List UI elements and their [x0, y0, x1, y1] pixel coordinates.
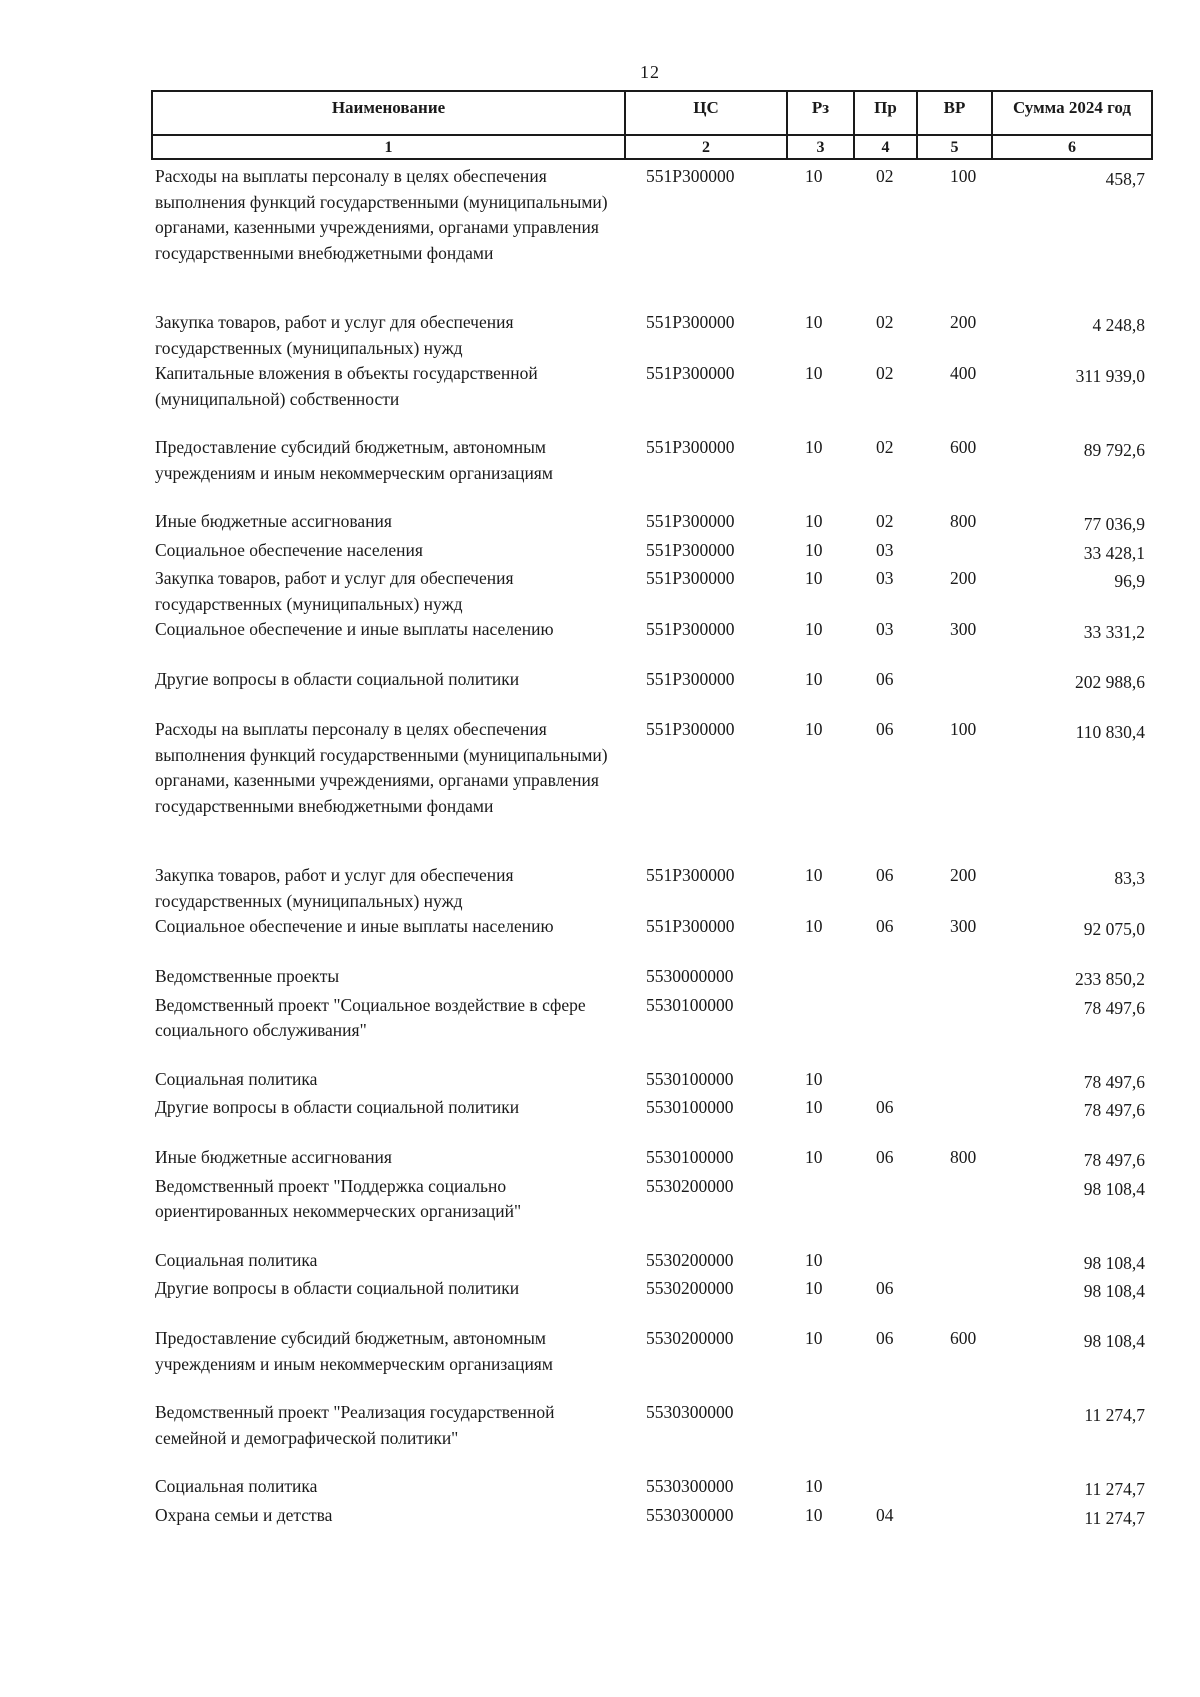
- cell-sum: 78 497,6: [1083, 1100, 1145, 1120]
- cell-cs: 551P300000: [646, 312, 735, 332]
- cell-pr: 06: [876, 1147, 894, 1167]
- cell-pr: [853, 1248, 916, 1277]
- cell-pr: 03: [876, 619, 894, 639]
- cell-rz: 10: [805, 437, 823, 457]
- cell-pr: 03: [876, 539, 894, 560]
- cell-vr: [916, 1174, 991, 1248]
- cell-rz: 10: [805, 1068, 823, 1089]
- cell-pr: 02: [876, 312, 894, 332]
- cell-rz: 10: [805, 539, 823, 560]
- table-row: [151, 361, 1151, 435]
- cell-cs: 551P300000: [646, 619, 735, 639]
- cell-rz: [786, 993, 853, 1067]
- page-number: 12: [640, 62, 660, 82]
- cell-rz: 10: [805, 1097, 823, 1117]
- table-row: [151, 1326, 1151, 1400]
- table-row: [151, 1067, 1151, 1096]
- cell-name: Закупка товаров, работ и услуг для обеспечения государственных (муниципальных) нужд: [155, 865, 514, 911]
- cell-cs: 551P300000: [646, 719, 735, 739]
- cell-pr: [853, 964, 916, 993]
- cell-sum: 98 108,4: [1083, 1252, 1145, 1273]
- cell-sum: 11 274,7: [1084, 1405, 1145, 1425]
- cell-pr: 02: [876, 363, 894, 383]
- header-num-6: 6: [992, 135, 1152, 159]
- cell-sum: 78 497,6: [1083, 1071, 1145, 1092]
- cell-vr: 800: [950, 511, 977, 531]
- table-row: [151, 1095, 1151, 1145]
- cell-sum: 89 792,6: [1083, 440, 1145, 460]
- cell-cs: 551P300000: [646, 669, 735, 689]
- cell-cs: 5530200000: [646, 1328, 734, 1348]
- cell-rz: 10: [805, 1328, 823, 1348]
- table-row: [151, 863, 1151, 914]
- cell-sum: 83,3: [1114, 868, 1145, 888]
- cell-name: Социальное обеспечение населения: [155, 539, 423, 560]
- header-num-3: 3: [787, 135, 854, 159]
- cell-name: Закупка товаров, работ и услуг для обеспечения государственных (муниципальных) нужд: [155, 568, 514, 614]
- cell-vr: [916, 1503, 991, 1532]
- cell-name: Социальное обеспечение и иные выплаты населению: [155, 619, 554, 639]
- header-pr: Пр: [854, 91, 917, 135]
- cell-sum: 11 274,7: [1084, 1479, 1145, 1499]
- cell-sum: 110 830,4: [1075, 722, 1145, 742]
- table-row: [151, 310, 1151, 361]
- cell-vr: 300: [950, 916, 977, 936]
- cell-rz: 10: [805, 1504, 823, 1525]
- cell-pr: [853, 1474, 916, 1503]
- cell-sum: 311 939,0: [1075, 366, 1145, 386]
- cell-cs: 5530300000: [646, 1402, 734, 1422]
- table-row: [151, 914, 1151, 964]
- table-row: [151, 667, 1151, 717]
- cell-rz: 10: [805, 363, 823, 383]
- header-rz: Рз: [787, 91, 854, 135]
- cell-name: Капитальные вложения в объекты государственной (муниципальной) собственности: [155, 363, 538, 409]
- cell-sum: 98 108,4: [1083, 1331, 1145, 1351]
- cell-cs: 5530100000: [646, 1147, 734, 1167]
- header-num-2: 2: [625, 135, 787, 159]
- cell-pr: [853, 993, 916, 1067]
- cell-pr: 06: [876, 1278, 894, 1298]
- table-row: [151, 717, 1151, 863]
- cell-pr: [853, 1067, 916, 1096]
- header-num-4: 4: [854, 135, 917, 159]
- cell-vr: 200: [950, 312, 977, 332]
- cell-name: Социальная политика: [155, 1249, 318, 1270]
- cell-sum: 458,7: [1105, 169, 1145, 189]
- table-row: [151, 1400, 1151, 1474]
- cell-cs: 5530300000: [646, 1504, 734, 1525]
- table-row: [151, 617, 1151, 667]
- cell-name: Другие вопросы в области социальной политики: [155, 1097, 520, 1117]
- cell-rz: 10: [805, 312, 823, 332]
- cell-vr: [916, 538, 991, 567]
- header-cs: ЦС: [625, 91, 787, 135]
- cell-cs: 551P300000: [646, 568, 735, 588]
- cell-name: Социальная политика: [155, 1068, 318, 1089]
- table-row: [151, 1248, 1151, 1277]
- header-num-1: 1: [152, 135, 625, 159]
- cell-cs: 551P300000: [646, 539, 735, 560]
- cell-cs: 5530200000: [646, 1175, 734, 1196]
- cell-name: Ведомственный проект "Социальное воздействие в сфере социального обслуживания": [155, 994, 586, 1040]
- cell-vr: 600: [950, 437, 977, 457]
- budget-table: [151, 164, 1151, 1531]
- cell-rz: 10: [805, 1476, 823, 1496]
- cell-cs: 551P300000: [646, 166, 735, 186]
- cell-sum: 202 988,6: [1075, 672, 1145, 692]
- cell-rz: 10: [805, 719, 823, 739]
- cell-vr: [916, 1248, 991, 1277]
- table-row: [151, 1474, 1151, 1503]
- cell-cs: 5530300000: [646, 1476, 734, 1496]
- cell-sum: 11 274,7: [1084, 1507, 1145, 1528]
- cell-name: Охрана семьи и детства: [155, 1504, 333, 1525]
- cell-sum: 77 036,9: [1083, 514, 1145, 534]
- cell-sum: 92 075,0: [1083, 919, 1145, 939]
- cell-vr: 200: [950, 865, 977, 885]
- cell-vr: 800: [950, 1147, 977, 1167]
- cell-vr: [916, 1276, 991, 1326]
- cell-vr: [916, 964, 991, 993]
- cell-cs: 551P300000: [646, 511, 735, 531]
- cell-pr: 02: [876, 511, 894, 531]
- cell-sum: 98 108,4: [1083, 1178, 1145, 1199]
- cell-name: Другие вопросы в области социальной политики: [155, 1278, 520, 1298]
- table-row: [151, 993, 1151, 1067]
- cell-rz: 10: [805, 511, 823, 531]
- cell-cs: 551P300000: [646, 363, 735, 383]
- cell-cs: 551P300000: [646, 916, 735, 936]
- cell-vr: [916, 1400, 991, 1474]
- cell-rz: 10: [805, 1249, 823, 1270]
- cell-rz: 10: [805, 619, 823, 639]
- table-row: [151, 566, 1151, 617]
- cell-rz: 10: [805, 568, 823, 588]
- cell-pr: 06: [876, 1328, 894, 1348]
- cell-cs: 5530200000: [646, 1278, 734, 1298]
- table-row: [151, 1174, 1151, 1248]
- cell-vr: 400: [950, 363, 977, 383]
- cell-name: Предоставление субсидий бюджетным, автономным учреждениям и иным некоммерческим организациям: [155, 437, 553, 483]
- cell-name: Закупка товаров, работ и услуг для обеспечения государственных (муниципальных) нужд: [155, 312, 514, 358]
- cell-name: Иные бюджетные ассигнования: [155, 1147, 392, 1167]
- cell-sum: 33 428,1: [1083, 542, 1145, 563]
- cell-pr: 03: [876, 568, 894, 588]
- cell-pr: 06: [876, 719, 894, 739]
- cell-vr: 100: [950, 166, 977, 186]
- table-row: [151, 1276, 1151, 1326]
- table-header: [151, 90, 1153, 160]
- table-row: [151, 1145, 1151, 1174]
- table-row: [151, 435, 1151, 509]
- cell-pr: 04: [876, 1504, 894, 1525]
- cell-cs: 5530100000: [646, 994, 734, 1015]
- cell-name: Ведомственный проект "Поддержка социально ориентированных некоммерческих организаций": [155, 1175, 522, 1221]
- header-vr: ВР: [917, 91, 992, 135]
- header-name: Наименование: [152, 91, 625, 135]
- cell-vr: [916, 1474, 991, 1503]
- table-row: [151, 964, 1151, 993]
- cell-sum: 98 108,4: [1083, 1281, 1145, 1301]
- table-row: [151, 509, 1151, 538]
- cell-sum: 33 331,2: [1083, 622, 1145, 642]
- cell-vr: 200: [950, 568, 977, 588]
- cell-sum: 78 497,6: [1083, 1150, 1145, 1170]
- cell-name: Ведомственные проекты: [155, 966, 340, 986]
- table-row: [151, 164, 1151, 310]
- cell-pr: 06: [876, 916, 894, 936]
- cell-name: Предоставление субсидий бюджетным, автономным учреждениям и иным некоммерческим организациям: [155, 1328, 553, 1374]
- cell-cs: 5530200000: [646, 1249, 734, 1270]
- cell-pr: 06: [876, 669, 894, 689]
- header-num-5: 5: [917, 135, 992, 159]
- table-row: [151, 1503, 1151, 1532]
- cell-sum: 96,9: [1114, 571, 1145, 591]
- cell-name: Другие вопросы в области социальной политики: [155, 669, 520, 689]
- cell-rz: [786, 964, 853, 993]
- cell-cs: 551P300000: [646, 865, 735, 885]
- cell-name: Иные бюджетные ассигнования: [155, 511, 392, 531]
- cell-name: Социальное обеспечение и иные выплаты населению: [155, 916, 554, 936]
- cell-rz: 10: [805, 1147, 823, 1167]
- cell-name: Социальная политика: [155, 1476, 318, 1496]
- cell-sum: 4 248,8: [1092, 315, 1145, 335]
- cell-pr: [853, 1400, 916, 1474]
- cell-rz: 10: [805, 669, 823, 689]
- header-sum: Сумма 2024 год: [992, 91, 1152, 135]
- cell-vr: 600: [950, 1328, 977, 1348]
- cell-vr: [916, 993, 991, 1067]
- cell-name: Расходы на выплаты персоналу в целях обеспечения выполнения функций государственными (муниципальными) органами, казенными учреждениями, органами управления государственными внебюджетными фондами: [155, 719, 608, 816]
- table-row: [151, 538, 1151, 567]
- cell-vr: 100: [950, 719, 977, 739]
- cell-rz: 10: [805, 916, 823, 936]
- cell-pr: 06: [876, 865, 894, 885]
- cell-rz: [786, 1400, 853, 1474]
- cell-sum: 78 497,6: [1083, 997, 1145, 1018]
- cell-cs: 551P300000: [646, 437, 735, 457]
- cell-cs: 5530100000: [646, 1068, 734, 1089]
- cell-cs: 5530100000: [646, 1097, 734, 1117]
- cell-pr: 06: [876, 1097, 894, 1117]
- cell-cs: 5530000000: [646, 966, 734, 986]
- cell-vr: 300: [950, 619, 977, 639]
- cell-rz: 10: [805, 1278, 823, 1298]
- cell-pr: [853, 1174, 916, 1248]
- cell-vr: [916, 667, 991, 717]
- cell-vr: [916, 1095, 991, 1145]
- cell-name: Расходы на выплаты персоналу в целях обеспечения выполнения функций государственными (муниципальными) органами, казенными учреждениями, органами управления государственными внебюджетными фондами: [155, 166, 608, 263]
- cell-rz: [786, 1174, 853, 1248]
- cell-rz: 10: [805, 865, 823, 885]
- cell-sum: 233 850,2: [1075, 969, 1145, 989]
- cell-vr: [916, 1067, 991, 1096]
- cell-pr: 02: [876, 437, 894, 457]
- cell-rz: 10: [805, 166, 823, 186]
- cell-name: Ведомственный проект "Реализация государственной семейной и демографической политики": [155, 1402, 555, 1448]
- cell-pr: 02: [876, 166, 894, 186]
